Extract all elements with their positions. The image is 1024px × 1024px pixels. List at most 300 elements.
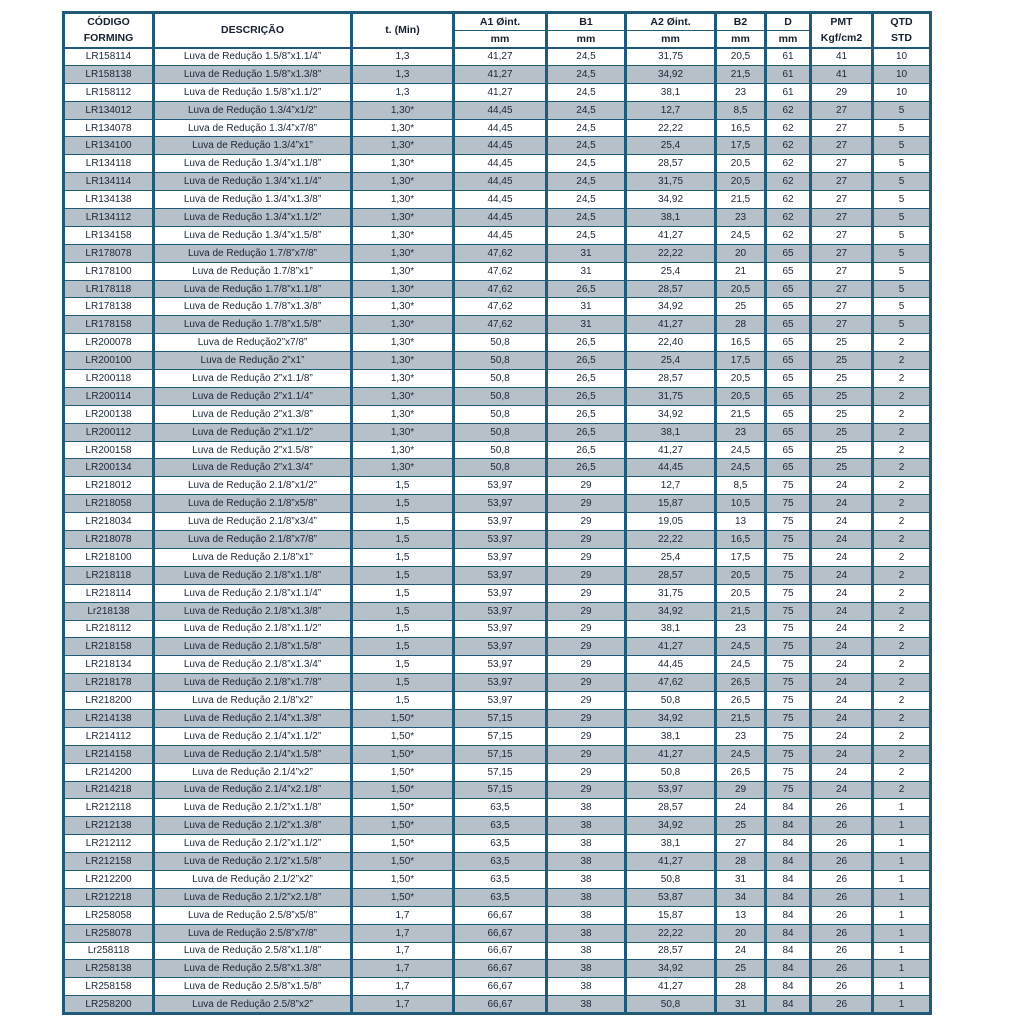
cell-t-min: 1,30* [352,280,454,298]
cell-qtd-std: 1 [873,978,931,996]
table-row [64,226,931,244]
cell-a2-oint: 22,40 [626,334,716,352]
cell-qtd-std: 2 [873,692,931,710]
cell-qtd-std: 1 [873,835,931,853]
cell-a2-oint: 50,8 [626,763,716,781]
cell-t-min: 1,50* [352,835,454,853]
cell-a2-oint: 41,27 [626,853,716,871]
cell-a2-oint: 34,92 [626,817,716,835]
cell-a2-oint: 41,27 [626,978,716,996]
cell-b2: 24,5 [716,441,766,459]
cell-qtd-std: 2 [873,352,931,370]
table-row [64,244,931,262]
cell-b2: 21,5 [716,65,766,83]
cell-descricao: Luva de Redução 1.3/4”x1” [154,137,352,155]
cell-d: 75 [766,531,811,549]
cell-b1: 26,5 [547,387,626,405]
cell-a2-oint: 34,92 [626,191,716,209]
cell-a2-oint: 41,27 [626,638,716,656]
header-label: t. (Min) [385,24,420,37]
cell-a2-oint: 50,8 [626,692,716,710]
cell-pmt: 27 [811,280,873,298]
cell-b1: 29 [547,709,626,727]
cell-a2-oint: 22,22 [626,924,716,942]
cell-a1-oint: 53,97 [454,513,547,531]
cell-codigo-forming: LR200078 [64,334,154,352]
cell-t-min: 1,7 [352,960,454,978]
cell-pmt: 24 [811,602,873,620]
table-header [64,13,931,48]
cell-b2: 23 [716,83,766,101]
cell-b1: 38 [547,870,626,888]
cell-descricao: Luva de Redução 2.1/8”x3/4” [154,513,352,531]
table-row [64,745,931,763]
cell-d: 75 [766,709,811,727]
cell-t-min: 1,5 [352,638,454,656]
cell-t-min: 1,30* [352,209,454,227]
cell-pmt: 27 [811,119,873,137]
cell-a2-oint: 41,27 [626,226,716,244]
cell-descricao: Luva de Redução 2”x1.3/8” [154,405,352,423]
cell-descricao: Luva de Redução 1.3/4”x1.1/8” [154,155,352,173]
cell-descricao: Luva de Redução2”x7/8” [154,334,352,352]
table-row [64,978,931,996]
cell-t-min: 1,50* [352,870,454,888]
cell-a2-oint: 38,1 [626,727,716,745]
header-label: STD [891,32,912,45]
cell-t-min: 1,5 [352,495,454,513]
cell-codigo-forming: LR200158 [64,441,154,459]
cell-codigo-forming: LR218058 [64,495,154,513]
cell-qtd-std: 2 [873,334,931,352]
cell-b2: 17,5 [716,352,766,370]
cell-qtd-std: 2 [873,459,931,477]
cell-b1: 29 [547,531,626,549]
table-row [64,334,931,352]
cell-codigo-forming: LR218114 [64,584,154,602]
cell-pmt: 27 [811,298,873,316]
table-row [64,280,931,298]
cell-a2-oint: 41,27 [626,745,716,763]
table-row [64,191,931,209]
cell-descricao: Luva de Redução 2”x1.1/8” [154,370,352,388]
cell-d: 65 [766,262,811,280]
cell-pmt: 25 [811,352,873,370]
cell-a2-oint: 34,92 [626,405,716,423]
cell-t-min: 1,30* [352,298,454,316]
cell-t-min: 1,50* [352,888,454,906]
cell-descricao: Luva de Redução 2.1/4”x1.1/2” [154,727,352,745]
cell-b1: 29 [547,638,626,656]
header-label: mm [455,30,545,46]
cell-a1-oint: 66,67 [454,906,547,924]
cell-descricao: Luva de Redução 2.1/8”x1.3/8” [154,602,352,620]
cell-a1-oint: 57,15 [454,763,547,781]
table-row [64,459,931,477]
table-row [64,853,931,871]
cell-pmt: 26 [811,942,873,960]
cell-d: 75 [766,495,811,513]
cell-pmt: 41 [811,48,873,66]
cell-t-min: 1,50* [352,799,454,817]
cell-b1: 38 [547,853,626,871]
cell-codigo-forming: LR212118 [64,799,154,817]
cell-t-min: 1,7 [352,906,454,924]
cell-codigo-forming: LR178138 [64,298,154,316]
cell-pmt: 25 [811,405,873,423]
cell-b1: 24,5 [547,65,626,83]
cell-b1: 31 [547,262,626,280]
cell-b1: 26,5 [547,370,626,388]
cell-a2-oint: 22,22 [626,119,716,137]
cell-codigo-forming: LR218118 [64,566,154,584]
cell-pmt: 24 [811,531,873,549]
cell-b2: 23 [716,727,766,745]
cell-descricao: Luva de Redução 1.5/8”x1.1/2” [154,83,352,101]
cell-b2: 31 [716,996,766,1014]
cell-b1: 29 [547,566,626,584]
table-row [64,817,931,835]
cell-a1-oint: 53,97 [454,620,547,638]
cell-qtd-std: 1 [873,960,931,978]
cell-a1-oint: 41,27 [454,83,547,101]
header-label: B2 [733,16,748,29]
cell-descricao: Luva de Redução 2”x1.1/2” [154,423,352,441]
cell-b2: 16,5 [716,531,766,549]
cell-d: 84 [766,870,811,888]
cell-descricao: Luva de Redução 2.1/2”x1.1/2” [154,835,352,853]
cell-pmt: 26 [811,817,873,835]
cell-a2-oint: 44,45 [626,459,716,477]
cell-codigo-forming: LR158138 [64,65,154,83]
cell-a1-oint: 47,62 [454,316,547,334]
cell-b2: 17,5 [716,137,766,155]
cell-d: 62 [766,226,811,244]
cell-d: 65 [766,405,811,423]
cell-descricao: Luva de Redução 2.1/8”x1” [154,548,352,566]
cell-pmt: 26 [811,906,873,924]
cell-codigo-forming: LR178100 [64,262,154,280]
table-row [64,298,931,316]
table-row [64,924,931,942]
cell-a1-oint: 44,45 [454,226,547,244]
cell-b1: 38 [547,888,626,906]
cell-t-min: 1,30* [352,173,454,191]
cell-b2: 31 [716,870,766,888]
cell-a2-oint: 28,57 [626,566,716,584]
cell-b2: 27 [716,835,766,853]
cell-descricao: Luva de Redução 2.1/8”x5/8” [154,495,352,513]
cell-b1: 29 [547,656,626,674]
cell-pmt: 27 [811,262,873,280]
table-row [64,137,931,155]
cell-b1: 26,5 [547,405,626,423]
cell-a1-oint: 53,97 [454,548,547,566]
cell-codigo-forming: LR218012 [64,477,154,495]
cell-a1-oint: 44,45 [454,137,547,155]
cell-b2: 24,5 [716,638,766,656]
cell-b2: 20,5 [716,387,766,405]
cell-a1-oint: 50,8 [454,334,547,352]
cell-qtd-std: 5 [873,280,931,298]
cell-d: 65 [766,441,811,459]
cell-codigo-forming: LR200138 [64,405,154,423]
cell-d: 84 [766,942,811,960]
header-cell-descricao [154,13,352,48]
table-row [64,942,931,960]
cell-a1-oint: 41,27 [454,65,547,83]
cell-t-min: 1,5 [352,513,454,531]
cell-t-min: 1,5 [352,548,454,566]
cell-pmt: 27 [811,155,873,173]
cell-d: 84 [766,888,811,906]
cell-qtd-std: 2 [873,513,931,531]
header-label: A2 Øint. [650,16,691,29]
cell-a1-oint: 57,15 [454,781,547,799]
header-label: mm [627,30,714,46]
cell-b2: 16,5 [716,334,766,352]
cell-codigo-forming: Lr218138 [64,602,154,620]
cell-pmt: 27 [811,209,873,227]
table-row [64,65,931,83]
cell-d: 84 [766,799,811,817]
cell-codigo-forming: LR178078 [64,244,154,262]
cell-b1: 29 [547,602,626,620]
cell-d: 62 [766,173,811,191]
cell-b2: 20,5 [716,155,766,173]
cell-pmt: 27 [811,226,873,244]
cell-a2-oint: 41,27 [626,316,716,334]
cell-d: 75 [766,566,811,584]
cell-a1-oint: 47,62 [454,280,547,298]
cell-a2-oint: 34,92 [626,298,716,316]
cell-b1: 26,5 [547,423,626,441]
header-label: DESCRIÇÃO [220,24,284,37]
cell-qtd-std: 5 [873,209,931,227]
cell-a1-oint: 57,15 [454,709,547,727]
cell-d: 75 [766,602,811,620]
cell-pmt: 26 [811,853,873,871]
cell-pmt: 26 [811,888,873,906]
cell-pmt: 24 [811,638,873,656]
cell-pmt: 24 [811,674,873,692]
cell-a1-oint: 53,97 [454,584,547,602]
cell-b1: 24,5 [547,119,626,137]
cell-t-min: 1,30* [352,316,454,334]
cell-pmt: 26 [811,799,873,817]
cell-codigo-forming: LR218078 [64,531,154,549]
table-row [64,387,931,405]
cell-a1-oint: 66,67 [454,942,547,960]
cell-codigo-forming: LR218100 [64,548,154,566]
cell-b1: 26,5 [547,459,626,477]
cell-d: 84 [766,817,811,835]
cell-codigo-forming: LR200114 [64,387,154,405]
cell-descricao: Luva de Redução 2.1/4”x2” [154,763,352,781]
cell-codigo-forming: LR212112 [64,835,154,853]
table-row [64,960,931,978]
cell-qtd-std: 5 [873,155,931,173]
cell-d: 75 [766,745,811,763]
cell-codigo-forming: LR258158 [64,978,154,996]
cell-t-min: 1,30* [352,387,454,405]
cell-d: 65 [766,370,811,388]
cell-b1: 24,5 [547,209,626,227]
cell-codigo-forming: LR200134 [64,459,154,477]
cell-a2-oint: 12,7 [626,477,716,495]
cell-b1: 29 [547,692,626,710]
cell-a2-oint: 25,4 [626,548,716,566]
cell-b1: 29 [547,513,626,531]
cell-t-min: 1,30* [352,441,454,459]
cell-b1: 38 [547,924,626,942]
cell-d: 65 [766,459,811,477]
table-row [64,602,931,620]
header-label: PMT [830,16,853,29]
cell-b1: 24,5 [547,173,626,191]
cell-t-min: 1,5 [352,566,454,584]
cell-b2: 17,5 [716,548,766,566]
cell-t-min: 1,30* [352,155,454,173]
cell-a1-oint: 53,97 [454,531,547,549]
cell-descricao: Luva de Redução 2.1/8”x1.3/4” [154,656,352,674]
cell-a1-oint: 63,5 [454,888,547,906]
cell-descricao: Luva de Redução 2.5/8”x5/8” [154,906,352,924]
cell-codigo-forming: LR214218 [64,781,154,799]
cell-codigo-forming: LR178118 [64,280,154,298]
cell-a2-oint: 38,1 [626,620,716,638]
cell-a2-oint: 53,87 [626,888,716,906]
cell-descricao: Luva de Redução 2”x1” [154,352,352,370]
table-row [64,799,931,817]
cell-descricao: Luva de Redução 1.3/4”x1.1/4” [154,173,352,191]
cell-codigo-forming: LR134012 [64,101,154,119]
cell-codigo-forming: LR218200 [64,692,154,710]
cell-codigo-forming: LR158112 [64,83,154,101]
cell-descricao: Luva de Redução 2.1/4”x2.1/8” [154,781,352,799]
cell-d: 62 [766,191,811,209]
cell-a1-oint: 66,67 [454,996,547,1014]
table-row [64,262,931,280]
cell-a1-oint: 57,15 [454,745,547,763]
header-label: D [784,16,792,29]
cell-b1: 29 [547,674,626,692]
cell-a1-oint: 53,97 [454,566,547,584]
cell-a2-oint: 38,1 [626,835,716,853]
cell-qtd-std: 2 [873,781,931,799]
cell-a2-oint: 31,75 [626,584,716,602]
cell-codigo-forming: LR134138 [64,191,154,209]
cell-b2: 21,5 [716,602,766,620]
cell-t-min: 1,7 [352,942,454,960]
cell-d: 75 [766,638,811,656]
cell-t-min: 1,30* [352,119,454,137]
cell-codigo-forming: LR134112 [64,209,154,227]
cell-pmt: 27 [811,137,873,155]
cell-b1: 29 [547,477,626,495]
cell-b2: 21,5 [716,709,766,727]
cell-d: 84 [766,924,811,942]
table-row [64,656,931,674]
table-row [64,423,931,441]
cell-codigo-forming: LR134118 [64,155,154,173]
cell-codigo-forming: LR212158 [64,853,154,871]
cell-descricao: Luva de Redução 2.5/8”x1.5/8” [154,978,352,996]
cell-d: 61 [766,48,811,66]
cell-b2: 8,5 [716,101,766,119]
cell-a2-oint: 53,97 [626,781,716,799]
cell-pmt: 25 [811,459,873,477]
cell-pmt: 24 [811,781,873,799]
cell-codigo-forming: LR214158 [64,745,154,763]
cell-a2-oint: 34,92 [626,602,716,620]
cell-codigo-forming: LR258200 [64,996,154,1014]
cell-a2-oint: 47,62 [626,674,716,692]
table-row [64,209,931,227]
cell-qtd-std: 2 [873,405,931,423]
table-row [64,495,931,513]
cell-t-min: 1,3 [352,83,454,101]
cell-codigo-forming: LR212200 [64,870,154,888]
cell-d: 65 [766,423,811,441]
cell-a2-oint: 19,05 [626,513,716,531]
cell-d: 62 [766,137,811,155]
cell-pmt: 24 [811,513,873,531]
cell-pmt: 24 [811,584,873,602]
cell-codigo-forming: LR258138 [64,960,154,978]
cell-a1-oint: 44,45 [454,191,547,209]
table-row [64,316,931,334]
cell-a2-oint: 38,1 [626,209,716,227]
cell-b2: 20,5 [716,584,766,602]
cell-t-min: 1,30* [352,459,454,477]
cell-pmt: 24 [811,566,873,584]
cell-t-min: 1,7 [352,996,454,1014]
cell-t-min: 1,50* [352,727,454,745]
cell-a1-oint: 47,62 [454,262,547,280]
cell-b1: 29 [547,781,626,799]
cell-qtd-std: 2 [873,477,931,495]
cell-b2: 28 [716,853,766,871]
cell-pmt: 26 [811,996,873,1014]
cell-b1: 26,5 [547,280,626,298]
cell-pmt: 26 [811,978,873,996]
cell-d: 65 [766,316,811,334]
cell-b2: 24,5 [716,745,766,763]
cell-b2: 13 [716,906,766,924]
cell-t-min: 1,30* [352,226,454,244]
cell-descricao: Luva de Redução 2.1/8”x1/2” [154,477,352,495]
cell-pmt: 29 [811,83,873,101]
cell-d: 75 [766,763,811,781]
cell-b1: 24,5 [547,137,626,155]
cell-qtd-std: 2 [873,566,931,584]
cell-b2: 34 [716,888,766,906]
cell-a2-oint: 22,22 [626,531,716,549]
table-row [64,709,931,727]
cell-descricao: Luva de Redução 1.7/8”x1” [154,262,352,280]
table-row [64,763,931,781]
cell-t-min: 1,50* [352,745,454,763]
cell-b2: 24 [716,799,766,817]
cell-a1-oint: 63,5 [454,835,547,853]
cell-d: 84 [766,996,811,1014]
table-row [64,173,931,191]
cell-descricao: Luva de Redução 2.1/2”x2” [154,870,352,888]
cell-a1-oint: 66,67 [454,960,547,978]
cell-codigo-forming: LR218034 [64,513,154,531]
cell-b2: 25 [716,298,766,316]
